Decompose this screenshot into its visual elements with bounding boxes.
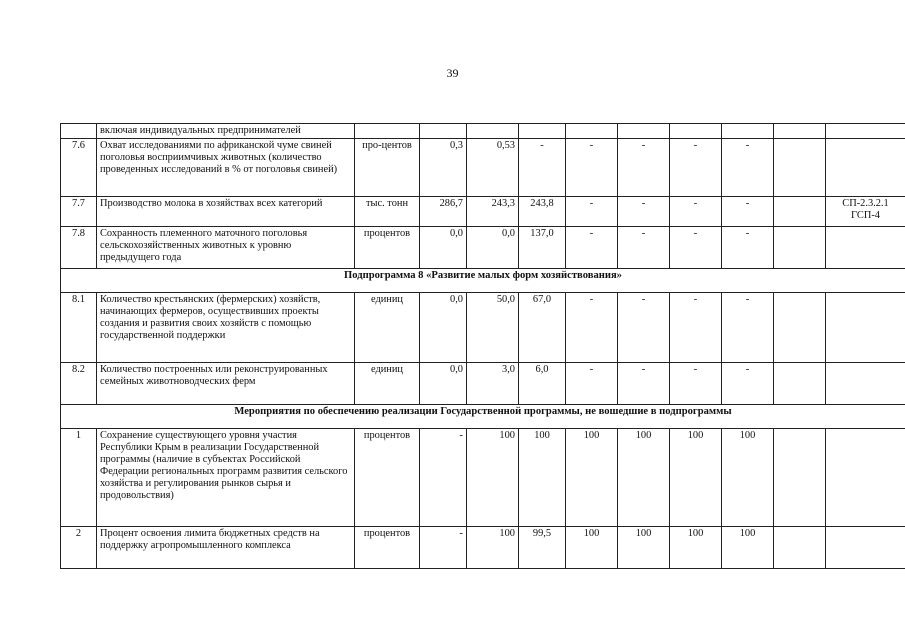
- table-row: [61, 293, 905, 363]
- value-cell: -: [722, 293, 774, 363]
- indicator-name-cell: Сохранность племенного маточного поголовья сельскохозяйственных животных к уровню предыдущего года: [97, 227, 355, 269]
- value-cell: 100: [519, 429, 566, 527]
- note-cell: [826, 293, 905, 363]
- section-title-measures: Мероприятия по обеспечению реализации Государственной программы, не вошедшие в подпрограммы: [61, 405, 905, 429]
- section-title-subprogram-8: Подпрограмма 8 «Развитие малых форм хозяйствования»: [61, 269, 905, 293]
- value-cell: 243,3: [467, 197, 519, 227]
- section-row: [61, 269, 905, 293]
- table-row: [61, 197, 905, 227]
- value-cell: -: [722, 227, 774, 269]
- indicator-name-cell: Количество крестьянских (фермерских) хозяйств, начинающих фермеров, осуществивших проекты создания и развития своих хозяйств с помощью государственной поддержки: [97, 293, 355, 363]
- table-row: [61, 227, 905, 269]
- unit-cell: процентов: [355, 227, 420, 269]
- value-cell: [774, 293, 826, 363]
- row-number-cell: 8.2: [61, 363, 97, 405]
- value-cell: 100: [670, 527, 722, 569]
- value-cell: -: [618, 363, 670, 405]
- value-cell: [420, 124, 467, 139]
- value-cell: 100: [618, 429, 670, 527]
- row-number-cell: 1: [61, 429, 97, 527]
- value-cell: 100: [467, 527, 519, 569]
- indicator-name-cell: Процент освоения лимита бюджетных средств на поддержку агропромышленного комплекса: [97, 527, 355, 569]
- value-cell: 50,0: [467, 293, 519, 363]
- value-cell: -: [618, 227, 670, 269]
- value-cell: 0,0: [420, 363, 467, 405]
- note-cell: [826, 429, 905, 527]
- table-row: [61, 124, 905, 139]
- value-cell: -: [670, 363, 722, 405]
- value-cell: 3,0: [467, 363, 519, 405]
- table-row: [61, 527, 905, 569]
- unit-cell: процентов: [355, 527, 420, 569]
- value-cell: -: [618, 197, 670, 227]
- value-cell: -: [618, 293, 670, 363]
- value-cell: [618, 124, 670, 139]
- value-cell: -: [519, 139, 566, 197]
- value-cell: -: [670, 197, 722, 227]
- row-number-cell: 2: [61, 527, 97, 569]
- value-cell: -: [722, 197, 774, 227]
- value-cell: 99,5: [519, 527, 566, 569]
- value-cell: [774, 124, 826, 139]
- value-cell: 67,0: [519, 293, 566, 363]
- value-cell: [722, 124, 774, 139]
- value-cell: -: [670, 293, 722, 363]
- value-cell: [774, 139, 826, 197]
- value-cell: -: [566, 197, 618, 227]
- value-cell: 100: [566, 527, 618, 569]
- unit-cell: про-центов: [355, 139, 420, 197]
- value-cell: [670, 124, 722, 139]
- note-cell: [826, 527, 905, 569]
- table-row: [61, 363, 905, 405]
- value-cell: [566, 124, 618, 139]
- value-cell: -: [566, 293, 618, 363]
- value-cell: -: [566, 227, 618, 269]
- value-cell: -: [722, 139, 774, 197]
- value-cell: [774, 197, 826, 227]
- value-cell: 0,0: [467, 227, 519, 269]
- unit-cell: единиц: [355, 293, 420, 363]
- indicators-table: [60, 123, 905, 569]
- value-cell: -: [566, 139, 618, 197]
- value-cell: -: [618, 139, 670, 197]
- value-cell: 286,7: [420, 197, 467, 227]
- value-cell: [774, 429, 826, 527]
- value-cell: 100: [722, 429, 774, 527]
- value-cell: 100: [566, 429, 618, 527]
- value-cell: [467, 124, 519, 139]
- value-cell: 137,0: [519, 227, 566, 269]
- indicator-name-cell: включая индивидуальных предпринимателей: [97, 124, 355, 139]
- value-cell: 100: [722, 527, 774, 569]
- indicator-name-cell: Охват исследованиями по африканской чуме свиней поголовья восприимчивых животных (количество проведенных исследований в % от поголовья свиней): [97, 139, 355, 197]
- page-number: 39: [446, 66, 459, 80]
- row-number-cell: [61, 124, 97, 139]
- note-cell: [826, 363, 905, 405]
- value-cell: [774, 527, 826, 569]
- unit-cell: единиц: [355, 363, 420, 405]
- value-cell: 0,0: [420, 293, 467, 363]
- value-cell: [774, 363, 826, 405]
- value-cell: -: [566, 363, 618, 405]
- section-row: [61, 405, 905, 429]
- value-cell: -: [670, 227, 722, 269]
- value-cell: -: [722, 363, 774, 405]
- value-cell: 0,3: [420, 139, 467, 197]
- value-cell: -: [670, 139, 722, 197]
- row-number-cell: 7.6: [61, 139, 97, 197]
- value-cell: 100: [467, 429, 519, 527]
- unit-cell: тыс. тонн: [355, 197, 420, 227]
- note-cell: [826, 227, 905, 269]
- indicator-name-cell: Сохранение существующего уровня участия Республики Крым в реализации Государственной программы (наличие в субъектах Российской Федерации региональных программ развития сельского хозяйства и регулирования рынков сырья и продовольствия): [97, 429, 355, 527]
- unit-cell: процентов: [355, 429, 420, 527]
- row-number-cell: 7.8: [61, 227, 97, 269]
- value-cell: [519, 124, 566, 139]
- indicator-name-cell: Количество построенных или реконструированных семейных животноводческих ферм: [97, 363, 355, 405]
- value-cell: 243,8: [519, 197, 566, 227]
- value-cell: [774, 227, 826, 269]
- unit-cell: [355, 124, 420, 139]
- table-row: [61, 429, 905, 527]
- value-cell: 0,0: [420, 227, 467, 269]
- note-cell: [826, 139, 905, 197]
- indicator-name-cell: Производство молока в хозяйствах всех категорий: [97, 197, 355, 227]
- row-number-cell: 7.7: [61, 197, 97, 227]
- value-cell: 6,0: [519, 363, 566, 405]
- row-number-cell: 8.1: [61, 293, 97, 363]
- value-cell: 100: [618, 527, 670, 569]
- value-cell: -: [420, 527, 467, 569]
- table-row: [61, 139, 905, 197]
- note-cell: [826, 124, 905, 139]
- note-cell: СП-2.3.2.1 ГСП-4: [826, 197, 905, 227]
- value-cell: -: [420, 429, 467, 527]
- value-cell: 0,53: [467, 139, 519, 197]
- value-cell: 100: [670, 429, 722, 527]
